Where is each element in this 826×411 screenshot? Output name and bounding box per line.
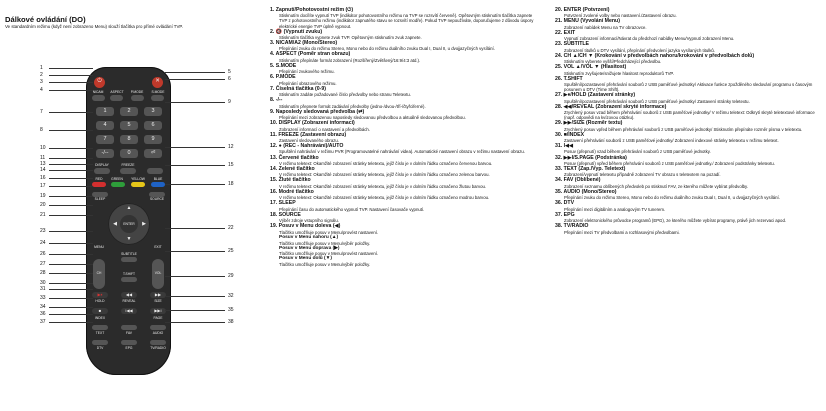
callout-number: 34 xyxy=(40,304,46,310)
power-button-icon: ⏻ xyxy=(94,77,105,88)
entry-heading: 36. DTV xyxy=(555,200,575,207)
next-button: ▶▶I xyxy=(150,308,166,314)
entry-heading: 31. I◀◀ xyxy=(555,143,574,150)
entry-heading: 20. ENTER (Potvrzení) xyxy=(555,7,610,13)
callout-line xyxy=(165,251,225,252)
description-entry xyxy=(270,155,540,166)
entry-description: Přepínání obrazového režimu. xyxy=(279,80,337,86)
callout-number: 4 xyxy=(40,87,43,93)
entry-heading: 3. NICAM/A2 (Mono/Stereo) xyxy=(270,40,338,46)
dtv-button xyxy=(92,340,108,345)
callout-number: 9 xyxy=(228,99,231,105)
entry-heading: 35. AUDIO (Mono/Stereo) xyxy=(555,188,617,195)
red-label: RED xyxy=(95,177,103,181)
callout-number: 21 xyxy=(40,212,46,218)
callout-number: 11 xyxy=(40,155,46,161)
callout-number: 28 xyxy=(40,270,46,276)
callout-line xyxy=(49,231,93,232)
entry-description: Potvrzení zvolené volby nebo nastavení./Zastavení obrazu. xyxy=(564,13,677,19)
callout-number: 5 xyxy=(228,69,231,75)
aspect-button xyxy=(110,95,123,101)
entry-description: Zobrazení nabídek Menu na TV obrazovce. xyxy=(564,24,647,30)
entry-heading: 10. DISPLAY (Zobrazení informací) xyxy=(270,120,355,127)
text-button xyxy=(92,325,108,330)
entry-description: Tlačítko umožňuje posuv v Menu/výběr položky. xyxy=(279,262,371,268)
entry-heading: 8. -/-- xyxy=(270,97,283,104)
description-entry xyxy=(555,18,823,29)
callout-number: 12 xyxy=(228,144,234,150)
entry-description: Zastavení přehrávání souborů z USB paměťové jednotky/ Zobrazení indexové stránky teletextu v režimu teletext. xyxy=(564,138,779,144)
entry-heading: 23. SUBTITLE xyxy=(555,41,590,48)
mute-button-icon: ✕ xyxy=(152,77,163,88)
callout-number: 22 xyxy=(228,225,234,231)
callout-line xyxy=(165,184,225,185)
exit-label: EXIT xyxy=(154,245,162,249)
description-entry xyxy=(555,189,823,200)
entry-description: Přepínání času do automatického vypnutí TVP. Nastavení časovače vypnutí. xyxy=(279,206,425,212)
description-entry xyxy=(270,86,540,97)
description-column-1 xyxy=(270,7,540,267)
remote-control-image xyxy=(86,67,171,375)
callout-line xyxy=(165,165,225,166)
callout-line xyxy=(49,289,93,290)
callout-number: 13 xyxy=(40,161,46,167)
entry-description: Přepínání zvuku do režimu Stereo, Mono nebo do režimu duálního zvuku Dual I, Dual II, u dvojjazyčných vysílání. xyxy=(279,46,495,52)
smode-label: S.MODE xyxy=(151,90,165,94)
description-entry xyxy=(270,120,540,131)
callout-number: 37 xyxy=(40,319,46,325)
entry-heading: 4. ASPECT (Poměr stran obrazu) xyxy=(270,51,351,58)
callout-number: 31 xyxy=(40,286,46,292)
callout-number: 23 xyxy=(40,228,46,234)
green-label: GREEN xyxy=(111,177,123,181)
description-entry xyxy=(555,104,823,121)
arrow-up-icon: ▲ xyxy=(126,205,132,211)
rec-button xyxy=(147,168,163,174)
entry-heading: 11. FREEZE (Zastavení obrazu) xyxy=(270,131,347,138)
callout-number: 1 xyxy=(40,65,43,71)
size-label: SIZE xyxy=(154,299,162,303)
blue-button xyxy=(151,182,165,187)
freeze-label: FREEZE xyxy=(121,163,135,167)
digit-button: 3 xyxy=(144,107,162,116)
callout-number: 24 xyxy=(40,240,46,246)
callout-line xyxy=(49,75,93,76)
entry-heading: 24. CH ▲/CH ▼ (Krokování v předvolbách nahoru/krokování v předvolbách dolů) xyxy=(555,52,755,59)
callout-line xyxy=(165,322,225,323)
callout-number: 38 xyxy=(228,319,234,325)
entry-description: Stisknutím přepnete formát zadávání předvolby (jedno-/dvou-/tří-/čtyřciferné). xyxy=(279,103,426,109)
description-entry xyxy=(270,7,540,29)
callout-number: 30 xyxy=(40,280,46,286)
description-entry xyxy=(555,132,823,143)
page-label: PAGE xyxy=(153,316,163,320)
entry-heading: 7. Číselná tlačítka (0-9) xyxy=(270,85,326,92)
text-label: TEXT xyxy=(95,331,105,335)
nicam-label: NICAM xyxy=(92,90,104,94)
callout-line xyxy=(165,79,225,80)
description-entry xyxy=(555,120,823,131)
intro-text: Ve standardním režimu (když není zobrazeno Menu) slouží tlačítka pro přímé ovládání TVP. xyxy=(5,24,183,29)
description-entry xyxy=(555,76,823,93)
description-entry xyxy=(270,143,540,154)
description-entry xyxy=(270,177,540,188)
callout-line xyxy=(49,164,93,165)
digit-button: 4 xyxy=(96,121,114,130)
entry-heading: 34. FAV (Oblíbené) xyxy=(555,177,601,184)
entry-heading: 26. T.SHIFT xyxy=(555,75,583,82)
callout-line xyxy=(49,90,93,91)
entry-heading: 28. ◀◀/REVEAL (Zobrazení skryté informace) xyxy=(555,103,667,110)
entry-description: Vypnutí zobrazení informací/Návrat do předchozí nabídky Menu/Vypnutí zobrazení Menu. xyxy=(564,36,735,42)
callout-line xyxy=(165,276,225,277)
description-entry xyxy=(270,109,540,120)
enter-button xyxy=(120,215,138,233)
callout-number: 8 xyxy=(40,127,43,133)
entry-description: Stisknutím zadáte požadované číslo předvolby nebo stranu Teletextu. xyxy=(279,92,412,98)
description-entry xyxy=(270,132,540,143)
callout-number: 20 xyxy=(40,202,46,208)
entry-description: V režimu teletext: Okamžité zobrazení stránky teletextu, jejíž číslo je v dolním řádku označeno žlutou barvou. xyxy=(279,183,487,189)
callout-line xyxy=(165,102,225,103)
callout-line xyxy=(49,186,93,187)
callout-line xyxy=(49,314,93,315)
callout-number: 17 xyxy=(40,183,46,189)
entry-description: Přepínání zvuku do režimu Stereo, Mono nebo do režimu duálního zvuku Dual I, Dual II, u dvojjazyčných vysílání. xyxy=(564,195,780,201)
tvradio-button xyxy=(150,340,166,345)
description-entry xyxy=(555,223,823,234)
entry-description: Stisknutím vyberete vyšší/Předcházející předvolbu. xyxy=(564,59,662,65)
pmode-button xyxy=(131,95,144,101)
yellow-button xyxy=(131,182,145,187)
callout-number: 33 xyxy=(40,295,46,301)
description-entry xyxy=(555,212,823,223)
vol-label: VOL xyxy=(154,271,162,275)
entry-heading: 19. Posuv v Menu doleva (◀) xyxy=(270,223,341,230)
entry-description: Přepínání zvukového režimu. xyxy=(279,69,335,75)
description-entry xyxy=(270,189,540,200)
display-label: DISPLAY xyxy=(95,163,109,167)
entry-description: Spuštění nahrávání v režimu PVR (Programovatelné nahrávání videa). Automatické nastavení obrazu v režimu nastavení obrazu. xyxy=(279,149,526,155)
source-label: SOURCE xyxy=(149,197,165,201)
callout-number: 3 xyxy=(40,79,43,85)
callout-line xyxy=(165,310,225,311)
digit-button: -/-- xyxy=(96,149,114,158)
callout-line xyxy=(49,148,93,149)
callout-number: 14 xyxy=(40,167,46,173)
callout-line xyxy=(49,178,93,179)
callout-line xyxy=(49,307,93,308)
entry-description: V režimu teletext: Okamžité zobrazení stránky teletextu, jejíž číslo je v dolním řádku označeno modrou barvou. xyxy=(279,195,490,201)
entry-heading: 38. TV/RADIO xyxy=(555,223,589,230)
menu-label: MENU xyxy=(94,245,104,249)
entry-description: V režimu teletext: Okamžité zobrazení stránky teletextu, jejíž číslo je v dolním řádku označeno zelenou barvou. xyxy=(279,172,490,178)
callout-line xyxy=(49,273,93,274)
callout-number: 29 xyxy=(228,273,234,279)
enter-label: ENTER xyxy=(123,222,135,226)
entry-heading: 33. TEXT (Zap./Vyp. Teletext) xyxy=(555,165,626,172)
description-entry xyxy=(270,40,540,51)
entry-heading: 5. S.MODE xyxy=(270,62,297,69)
description-entry xyxy=(555,166,823,177)
subtitle-label: SUBTITLE xyxy=(121,252,137,256)
entry-heading: 29. ▶▶/SIZE (Rozměr textu) xyxy=(555,120,623,127)
callout-line xyxy=(49,130,93,131)
digit-button: 0 xyxy=(120,149,138,158)
entry-description: Zrychlený posuv vzad během přehrávání souborů z USB paměťové jednotky/ V režimu teletext: Odkrytí skryté teletextové informace (např. odpovědi na kvízovou otázku). xyxy=(564,110,815,121)
entry-description: Spuštění/pozastavení přehrávání souborů z USB paměťové jednotky/ Aktivace funkce zpožděného sledování programu s časovým posunem u DTV (Time Shift). xyxy=(564,82,813,93)
entry-heading: 1. Zapnutí/Pohotovostní režim (⏻) xyxy=(270,7,354,13)
callout-number: 32 xyxy=(228,293,234,299)
source-button xyxy=(149,192,165,197)
callout-line xyxy=(165,228,225,229)
entry-heading: 17. SLEEP xyxy=(270,200,296,207)
callout-line xyxy=(49,264,93,265)
dtv-label: DTV xyxy=(96,346,104,350)
callout-number: 25 xyxy=(228,248,234,254)
callout-number: 18 xyxy=(228,181,234,187)
description-entry xyxy=(270,63,540,74)
entry-description: Stisknutím docílíte vypnutí TVP (indikátor pohotovostního režimu na TVP se rozsvítí červeně). Opětovným stisknutím tlačítka zapnete TVP z pohotovostního režimu (indikátor zapnutého stavu se rozsvítí modře). Pokud TVP nepoužíváte, doporučujeme z důvodu úspory elektrické energie TVP úplně vypnout. xyxy=(279,13,534,29)
entry-subheading: Posuv v Menu doprava (▶) xyxy=(279,245,340,251)
entry-heading: 25. VOL ▲/VOL ▼ (Hlasitost) xyxy=(555,64,627,71)
callout-line xyxy=(49,112,93,113)
digit-button: 5 xyxy=(120,121,138,130)
digit-button: 1 xyxy=(96,107,114,116)
callout-line xyxy=(165,296,225,297)
callout-number: 15 xyxy=(228,162,234,168)
rewind-button: ◀◀ xyxy=(121,292,137,298)
callout-number: 2 xyxy=(40,72,43,78)
sleep-button xyxy=(92,192,108,197)
entry-heading: 2. 🔇 (Vypnutí zvuku) xyxy=(270,28,323,35)
description-entry xyxy=(555,177,823,188)
callout-line xyxy=(49,283,93,284)
callout-line xyxy=(49,243,93,244)
callout-line xyxy=(165,72,225,73)
description-entry xyxy=(270,166,540,177)
callout-line xyxy=(165,147,225,148)
description-entry xyxy=(270,97,540,108)
red-button xyxy=(92,182,106,187)
description-entry xyxy=(270,51,540,62)
entry-heading: 12. ● (REC - Nahrávání)/AUTO xyxy=(270,143,344,150)
entry-heading: 9. Naposledy sledovaná předvolba (⇄) xyxy=(270,108,365,115)
entry-heading: 37. EPG xyxy=(555,211,575,218)
green-button xyxy=(111,182,125,187)
tvradio-label: TV/RADIO xyxy=(150,346,166,350)
fav-label: FAV xyxy=(126,331,132,335)
entry-heading: 22. EXIT xyxy=(555,29,576,36)
description-entry xyxy=(270,29,540,40)
entry-description: Stisknutím zvyšujete/snižujete hlasitost reproduktorů TVP. xyxy=(564,70,674,76)
audio-label: AUDIO xyxy=(152,331,164,335)
ch-label: CH xyxy=(96,271,102,275)
audio-button xyxy=(150,325,166,330)
nicam-button xyxy=(92,95,105,101)
entry-description: Stisknutím tlačítka vypnete zvuk TVP. Opětovným stisknutím zvuk zapnete. xyxy=(279,34,422,40)
callout-line xyxy=(49,170,93,171)
description-entry xyxy=(270,74,540,85)
entry-description: Zobrazení seznamu oblíbených předvoleb po stisknutí FAV, ze kterého můžete vybírat předvolby. xyxy=(564,183,749,189)
description-entry xyxy=(555,41,823,52)
description-entry xyxy=(270,200,540,211)
entry-heading: 15. Žluté tlačítko xyxy=(270,177,311,184)
description-entry xyxy=(270,212,540,223)
remote-illustration xyxy=(40,64,240,376)
entry-description: V režimu teletext: Okamžité zobrazení stránky teletextu, jejíž číslo je v dolním řádku označeno červenou barvou. xyxy=(279,160,493,166)
description-entry xyxy=(555,7,823,18)
entry-description: Výběr zdroje vstupního signálu. xyxy=(279,218,339,224)
callout-number: 10 xyxy=(40,145,46,151)
digit-button: 6 xyxy=(144,121,162,130)
smode-button xyxy=(151,95,164,101)
entry-description: Zobrazení/vypnutí teletextu případně zobrazení TV obrazu s teletextem na pozadí. xyxy=(564,172,721,178)
callout-number: 35 xyxy=(228,307,234,313)
callout-line xyxy=(49,322,93,323)
description-entry xyxy=(555,143,823,154)
digit-button: 9 xyxy=(144,135,162,144)
digit-button: 7 xyxy=(96,135,114,144)
callout-line xyxy=(49,215,93,216)
description-entry xyxy=(555,200,823,211)
arrow-right-icon: ▶ xyxy=(142,221,146,227)
digit-button: 8 xyxy=(120,135,138,144)
digit-button: ⏎ xyxy=(144,149,162,158)
description-entry xyxy=(555,30,823,41)
sleep-label: SLEEP xyxy=(94,197,106,201)
entry-subheading: Posuv v Menu nahoru (▲) xyxy=(279,234,339,240)
aspect-label: ASPECT xyxy=(110,90,124,94)
entry-heading: 6. P.MODE xyxy=(270,74,296,81)
callout-line xyxy=(49,196,93,197)
index-label: INDEX xyxy=(94,316,106,320)
callout-line xyxy=(49,254,93,255)
entry-heading: 14. Zelené tlačítko xyxy=(270,165,315,172)
play-pause-button: ▶⏸ xyxy=(92,292,108,298)
callout-number: 27 xyxy=(40,261,46,267)
entry-heading: 27. ▶⏸/HOLD (Zastavení stránky) xyxy=(555,92,636,99)
entry-description: Stisknutím přepínáte formát zobrazení (Rozšířený/Zvětšený/16:9/4:3 atd.). xyxy=(279,57,421,63)
callout-number: 6 xyxy=(228,76,231,82)
description-entry xyxy=(555,53,823,64)
fav-button xyxy=(121,325,137,330)
entry-description: Zobrazení informací o nastavení a předvolbách. xyxy=(279,126,371,132)
entry-description: Tlačítko umožňuje posuv v Menu/provést nastavení. xyxy=(279,229,379,235)
callout-number: 26 xyxy=(40,251,46,257)
callout-line xyxy=(49,68,93,69)
subtitle-button xyxy=(121,257,137,262)
entry-heading: 16. Modré tlačítko xyxy=(270,188,314,195)
pmode-label: P.MODE xyxy=(130,90,144,94)
prev-button: I◀◀ xyxy=(121,308,137,314)
stop-button: ■ xyxy=(92,308,108,314)
description-entry xyxy=(555,92,823,103)
callout-number: 16 xyxy=(40,175,46,181)
entry-description: Tlačítko umožňuje posuv v Menu/provést nastavení. xyxy=(279,251,379,257)
arrow-down-icon: ▼ xyxy=(126,236,132,242)
entry-description: Zastavení sledovaného obrazu. xyxy=(279,138,339,144)
entry-description: Posuv (přepnutí) vzad během přehrávání souborů z USB paměťové jednotky. xyxy=(564,149,711,155)
digit-button: 2 xyxy=(120,107,138,116)
entry-subheading: Posuv v Menu dolů (▼) xyxy=(279,256,332,262)
forward-button: ▶▶ xyxy=(150,292,166,298)
callout-line xyxy=(49,82,93,83)
entry-description: Zobrazení titulků u DTV vysílání, přepínání předvolení jazyka vysílaných titulků. xyxy=(564,47,715,53)
callout-line xyxy=(49,205,93,206)
yellow-label: YELLOW xyxy=(131,177,145,181)
display-button xyxy=(94,168,110,174)
entry-description: Tlačítko umožňuje posuv v Menu/výběr položky. xyxy=(279,240,371,246)
blue-label: BLUE xyxy=(153,177,163,181)
callout-number: 19 xyxy=(40,193,46,199)
hold-label: HOLD xyxy=(95,299,105,303)
entry-heading: 13. Červené tlačítko xyxy=(270,154,319,161)
entry-heading: 32. ▶▶I/S.PAGE (Podstránka) xyxy=(555,154,627,161)
description-entry xyxy=(555,155,823,166)
description-entry xyxy=(270,223,540,267)
tshift-label: T.SHIFT xyxy=(122,272,136,276)
entry-description: Spuštění/pozastavení přehrávání souborů z USB paměťové jednotky/ Zastavení stránky teletextu. xyxy=(564,98,750,104)
epg-button xyxy=(121,340,137,345)
epg-label: EPG xyxy=(125,346,133,350)
entry-heading: 18. SOURCE xyxy=(270,211,301,218)
entry-description: Zrychlený posuv vpřed během přehrávání souborů z USB paměťové jednotky/ Stisknutím přepínáte rozměr písma v teletextu. xyxy=(564,126,803,132)
callout-line xyxy=(49,158,93,159)
entry-description: Přepínání mezi TV předvolbami a rozhlasovými předvolbami. xyxy=(564,229,680,235)
arrow-left-icon: ◀ xyxy=(113,221,117,227)
tshift-button xyxy=(121,277,137,282)
entry-description: Posuv (přepnutí) vpřed během přehrávání souborů z USB paměťové jednotky./ Zobrazení podstránky teletextu. xyxy=(564,160,776,166)
page-title: Dálkové ovládání (DO) xyxy=(5,15,86,24)
reveal-label: REVEAL xyxy=(122,299,136,303)
callout-number: 36 xyxy=(40,311,46,317)
entry-heading: 21. MENU (Vyvolání Menu) xyxy=(555,18,620,25)
description-entry xyxy=(555,64,823,75)
callout-number: 7 xyxy=(40,109,43,115)
freeze-button xyxy=(120,168,136,174)
callout-line xyxy=(49,298,93,299)
entry-heading: 30. ■/INDEX xyxy=(555,131,585,138)
entry-description: Zobrazení elektronického průvodce programů (EPG), ze kterého můžete vybírat programy, právě jich rezervaci apod. xyxy=(564,218,787,224)
description-column-2 xyxy=(555,7,823,235)
entry-description: Přepínání mezi zobrazenou naposledy sledovanou předvolbou a aktuálně sledovanou předvolbou. xyxy=(279,115,466,121)
entry-description: Přepínání mezi digitálním a analogovým TV tunerem. xyxy=(564,206,666,212)
